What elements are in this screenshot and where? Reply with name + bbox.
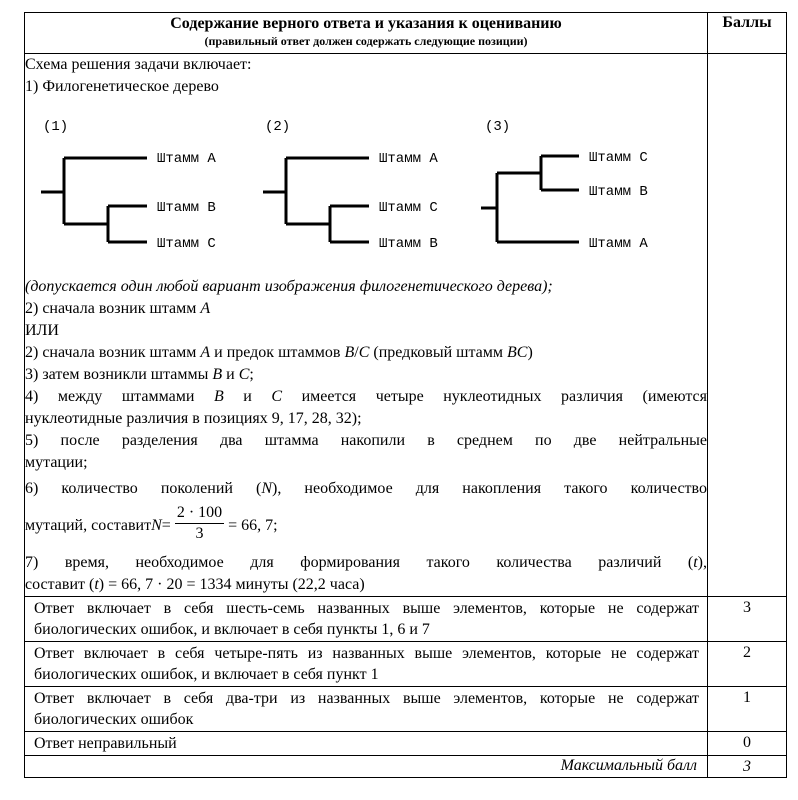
solution-score-cell bbox=[708, 54, 787, 597]
solution-item-6-line2: мутаций, составит N = $\frac{2 \cdot 100}{3}$ = 66, 7; bbox=[25, 503, 278, 542]
solution-item-2a: 2) сначала возник штамм A bbox=[25, 300, 211, 317]
phylo-tree-3 bbox=[475, 98, 695, 276]
header-title: Содержание верного ответа и указания к оцениванию bbox=[170, 15, 562, 32]
criteria-text: Ответ включает в себя четыре-пять из названных выше элементов, которые не содержат биологических ошибок, и включает в себя пункт 1 bbox=[25, 642, 708, 687]
phylo-tree-2 bbox=[255, 98, 475, 276]
max-score-value: 3 bbox=[708, 756, 787, 778]
tree-2-label: (2) bbox=[265, 119, 291, 135]
solution-item-5-line2: мутации; bbox=[25, 454, 88, 471]
criteria-row-2 bbox=[25, 642, 787, 687]
tree-2-branches bbox=[263, 158, 369, 242]
solution-intro: Схема решения задачи включает: bbox=[25, 56, 252, 73]
solution-item-4-line2: нуклеотидные различия в позициях 9, 17, 28, 32); bbox=[25, 410, 362, 427]
tree-2-leaf-3: Штамм B bbox=[379, 236, 438, 252]
tree-1-leaf-3: Штамм C bbox=[157, 236, 216, 252]
criteria-text: Ответ включает в себя два-три из названных выше элементов, которые не содержат биологических ошибок bbox=[25, 687, 708, 732]
criteria-row-1 bbox=[25, 687, 787, 732]
solution-item-2b: 2) сначала возник штамм A и предок штаммов B/C (предковый штамм BC) bbox=[25, 344, 533, 361]
criteria-score: 0 bbox=[708, 732, 787, 756]
tree-2-leaf-2: Штамм C bbox=[379, 200, 438, 216]
solution-item-4-line1: 4) между штаммами B и C имеется четыре нуклеотидных различия (имеются bbox=[25, 388, 708, 405]
criteria-score: 3 bbox=[708, 597, 787, 642]
phylo-trees bbox=[33, 98, 707, 276]
tree-1-label: (1) bbox=[43, 119, 69, 135]
solution-or: ИЛИ bbox=[25, 322, 59, 339]
criteria-score: 1 bbox=[708, 687, 787, 732]
tree-1-leaf-1: Штамм A bbox=[157, 151, 216, 167]
solution-item-7-line2: составит (t) = 66, 7 · 20 = 1334 минуты (22,2 часа) bbox=[25, 576, 365, 593]
tree-note: (допускается один любой вариант изображения филогенетического дерева); bbox=[25, 278, 553, 295]
solution-row bbox=[25, 54, 787, 597]
tree-3-leaf-2: Штамм B bbox=[589, 184, 648, 200]
phylo-tree-1 bbox=[33, 98, 255, 276]
formula-fraction bbox=[175, 503, 224, 544]
header-score-cell: Баллы bbox=[708, 13, 787, 54]
solution-item-6-line1: 6) количество поколений (N), необходимое для накопления такого количество bbox=[25, 480, 707, 497]
tree-3-label: (3) bbox=[485, 119, 511, 135]
header-subtitle: (правильный ответ должен содержать следующие позиции) bbox=[204, 34, 528, 48]
max-score-row bbox=[25, 756, 787, 778]
criteria-text: Ответ включает в себя шесть-семь названных выше элементов, которые не содержат биологических ошибок, и включает в себя пункты 1, 6 и 7 bbox=[25, 597, 708, 642]
header-row bbox=[25, 13, 787, 54]
tree-3-leaf-3: Штамм A bbox=[589, 236, 648, 252]
criteria-row-0 bbox=[25, 732, 787, 756]
fraction-denominator: 3 bbox=[195, 524, 204, 542]
fraction-numerator: 2 · 100 bbox=[175, 503, 224, 524]
solution-item-5-line1: 5) после разделения два штамма накопили в среднем по две нейтральные bbox=[25, 432, 707, 449]
solution-item-1: 1) Филогенетическое дерево bbox=[25, 78, 219, 95]
criteria-text: Ответ неправильный bbox=[25, 732, 708, 756]
criteria-row-3 bbox=[25, 597, 787, 642]
solution-cell bbox=[25, 54, 708, 597]
grading-table bbox=[24, 12, 787, 778]
solution-item-3: 3) затем возникли штаммы B и C; bbox=[25, 366, 254, 383]
max-score-label: Максимальный балл bbox=[25, 756, 708, 778]
tree-2-leaf-1: Штамм A bbox=[379, 151, 438, 167]
tree-1-branches bbox=[41, 158, 147, 242]
tree-3-branches bbox=[481, 156, 579, 242]
tree-1-leaf-2: Штамм B bbox=[157, 200, 216, 216]
criteria-score: 2 bbox=[708, 642, 787, 687]
solution-item-7-line1: 7) время, необходимое для формирования такого количества различий (t), bbox=[25, 554, 707, 571]
tree-3-leaf-1: Штамм C bbox=[589, 150, 648, 166]
header-content-cell bbox=[25, 13, 708, 54]
